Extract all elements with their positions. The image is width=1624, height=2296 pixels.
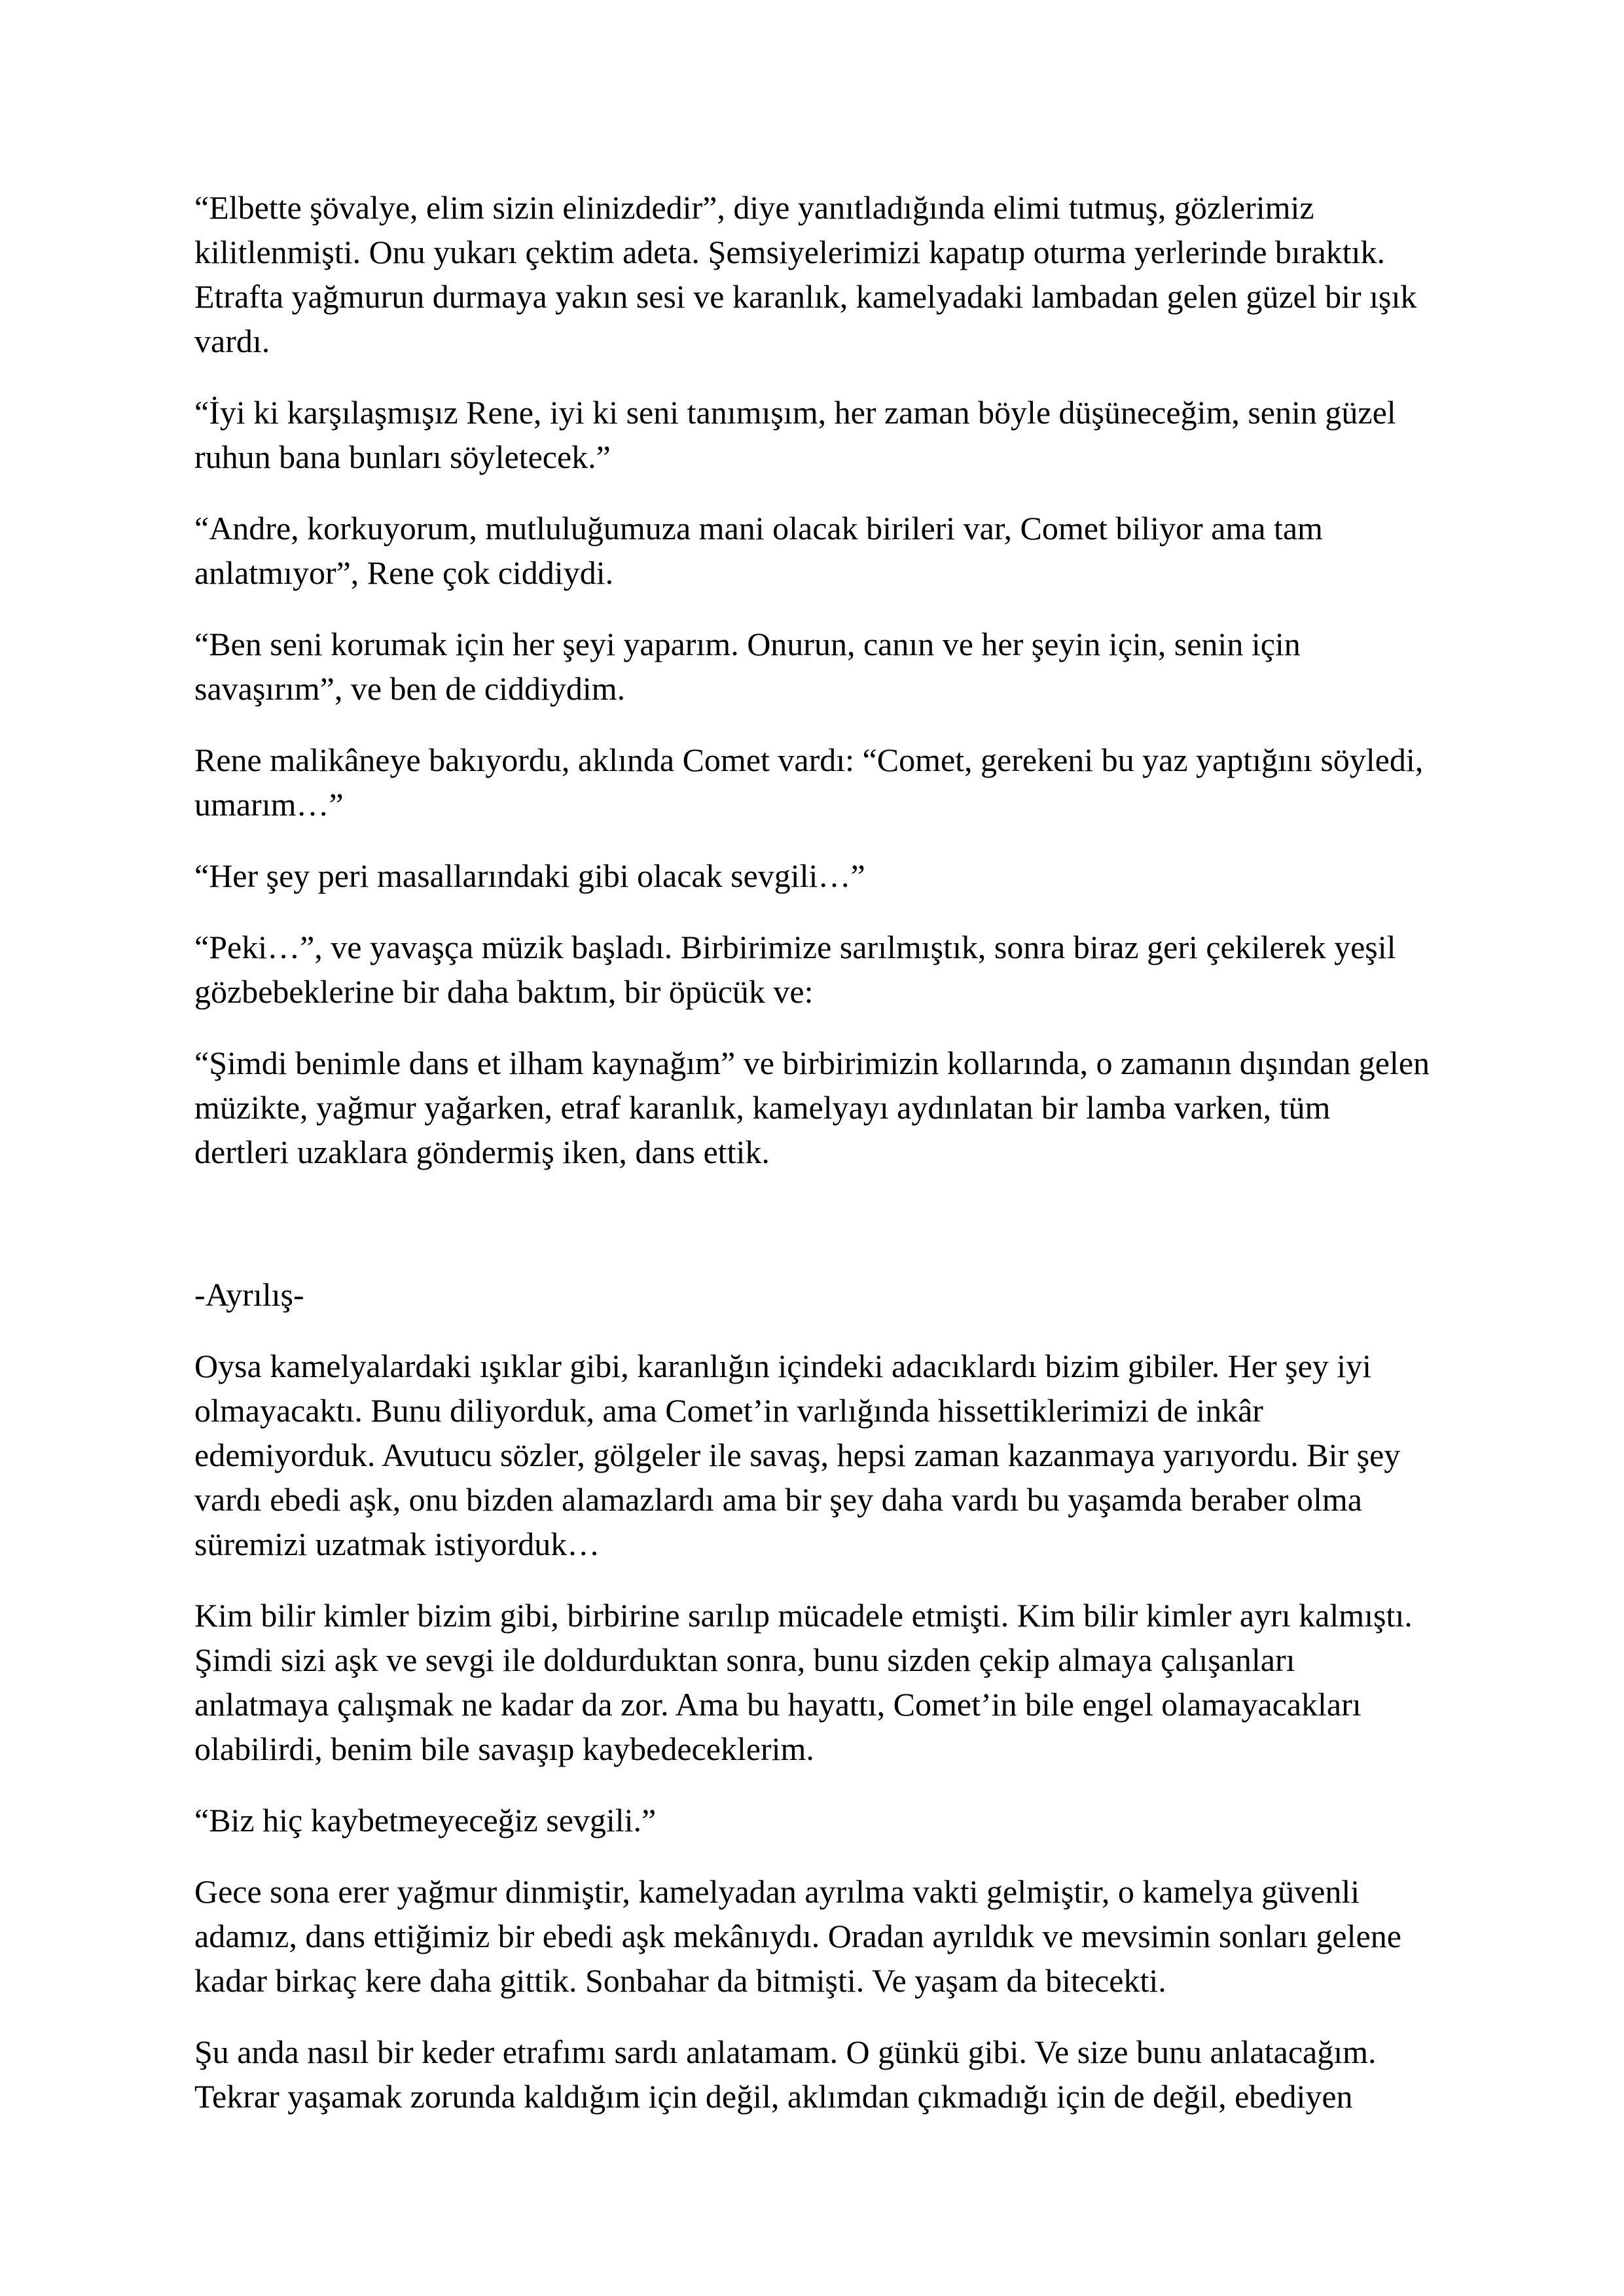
paragraph-13: Şu anda nasıl bir keder etrafımı sardı anlatamam. O günkü gibi. Ve size bunu anlatacağım. Tekrar yaşamak zorunda kaldığım için değil, aklımdan çıkmadığı için de değil, ebediyen [194,2034,1377,2115]
paragraph-1: “Elbette şövalye, elim sizin elinizdedir”, diye yanıtladığında elimi tutmuş, gözlerimiz kilitlenmişti. Onu yukarı çektim adeta. Şemsiyelerimizi kapatıp oturma yerlerinde bıraktık. Etrafta yağmurun durmaya yakın sesi ve karanlık, kamelyadaki lambadan gelen güzel bir ışık vardı. [194,189,1417,359]
paragraph-5: Rene malikâneye bakıyordu, aklında Comet vardı: “Comet, gerekeni bu yaz yaptığını söyledi, umarım…” [194,742,1424,823]
paragraph-3: “Andre, korkuyorum, mutluluğumuza mani olacak birileri var, Comet biliyor ama tam anlatmıyor”, Rene çok ciddiydi. [194,510,1323,591]
paragraph-9: Oysa kamelyalardaki ışıklar gibi, karanlığın içindeki adacıklardı bizim gibiler. Her şey iyi olmayacaktı. Bunu diliyorduk, ama Comet’in varlığında hissettiklerimizi de inkâr edemiyorduk. Avutucu sözler, gölgeler ile savaş, hepsi zaman kazanmaya yarıyordu. Bir şey vardı ebedi aşk, onu bizden alamazlardı ama bir şey daha vardı bu yaşamda beraber olma süremizi uzatmak istiyorduk… [194,1348,1401,1562]
paragraph-7: “Peki…”, ve yavaşça müzik başladı. Birbirimize sarılmıştık, sonra biraz geri çekilerek yeşil gözbebeklerine bir daha baktım, bir öpücük ve: [194,929,1396,1010]
section-heading: -Ayrılış- [194,1276,304,1313]
paragraph-4: “Ben seni korumak için her şeyi yaparım. Onurun, canın ve her şeyin için, senin için savaşırım”, ve ben de ciddiydim. [194,626,1301,707]
paragraph-11: “Biz hiç kaybetmeyeceğiz sevgili.” [194,1802,657,1839]
paragraph-6: “Her şey peri masallarındaki gibi olacak sevgili…” [194,857,865,894]
paragraph-8: “Şimdi benimle dans et ilham kaynağım” ve birbirimizin kollarında, o zamanın dışından gelen müzikte, yağmur yağarken, etraf karanlık, kamelyayı aydınlatan bir lamba varken, tüm dertleri uzaklara göndermiş iken, dans ettik. [194,1045,1430,1170]
paragraph-12: Gece sona erer yağmur dinmiştir, kamelyadan ayrılma vakti gelmiştir, o kamelya güvenli adamız, dans ettiğimiz bir ebedi aşk mekânıydı. Oradan ayrıldık ve mevsimin sonları gelene kadar birkaç kere daha gittik. Sonbahar da bitmişti. Ve yaşam da bitecekti. [194,1873,1401,1999]
paragraph-2: “İyi ki karşılaşmışız Rene, iyi ki seni tanımışım, her zaman böyle düşüneceğim, senin güzel ruhun bana bunları söyletecek.” [194,394,1396,475]
document-text-body [194,185,1432,2119]
blank-line [194,1201,1432,1246]
paragraph-10: Kim bilir kimler bizim gibi, birbirine sarılıp mücadele etmişti. Kim bilir kimler ayrı kalmıştı. Şimdi sizi aşk ve sevgi ile doldurduktan sonra, bunu sizden çekip almaya çalışanları anlatmaya çalışmak ne kadar da zor. Ama bu hayattı, Comet’in bile engel olamayacakları olabilirdi, benim bile savaşıp kaybedeceklerim. [194,1597,1413,1767]
